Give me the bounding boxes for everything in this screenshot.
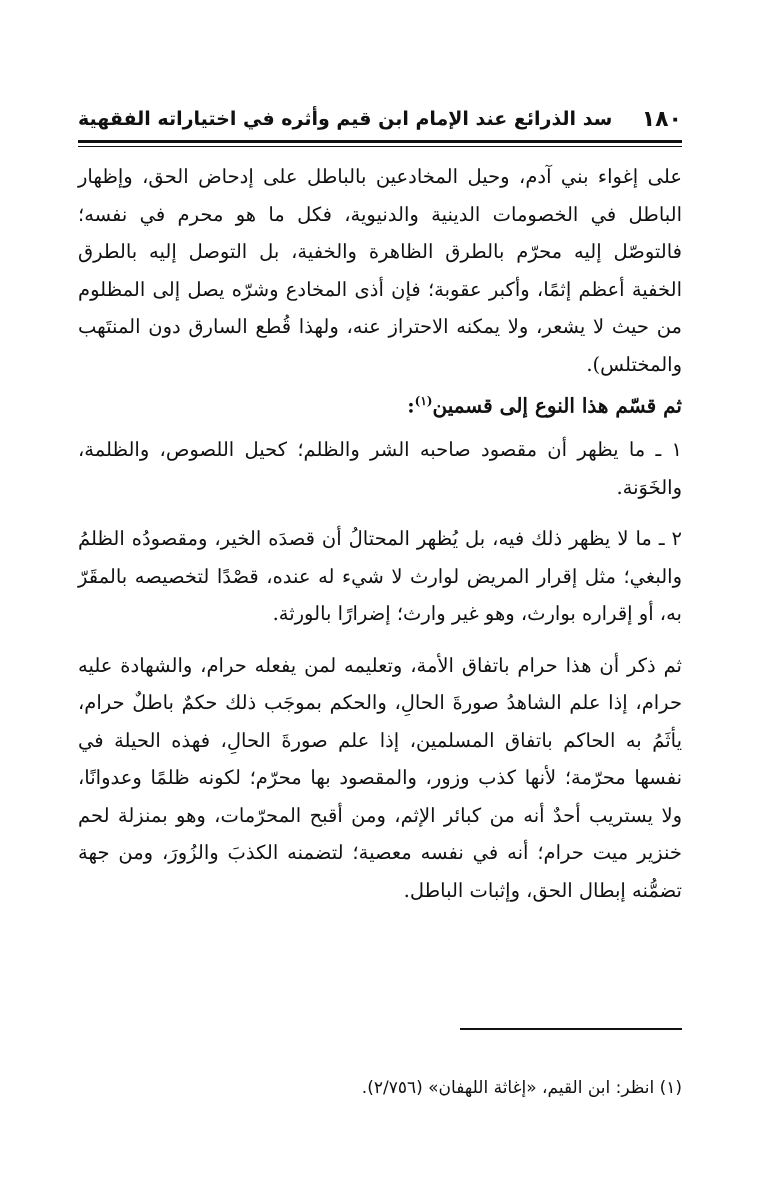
footnote: (١) انظر: ابن القيم، «إغاثة اللهفان» (٢/٧٥٦).	[361, 1078, 682, 1098]
paragraph-2: ثم ذكر أن هذا حرام باتفاق الأمة، وتعليمه لمن يفعله حرام، والشهادة عليه حرام، إذا علم الشاهدُ صورةَ الحالِ، والحكم بموجَب ذلك حكمٌ باطلٌ حرام، يأثَمُ به الحاكم باتفاق المسلمين، إذا علم صورةَ الحالِ، فهذه الحيلة في نفسها محرّمة؛ لأنها كذب وزور، والمقصود بها محرّم؛ لكونه ظلمًا وعدوانًا، ولا يستريب أحدٌ أنه من كبائر الإثم، ومن أقبح المحرّمات، وهو بمنزلة لحم خنزير ميت حرام؛ أنه في نفسه معصية؛ لتضمنه الكذبَ والزُورَ، ومن جهة تضمُّنه إبطال الحق، وإثبات الباطل.	[78, 653, 682, 902]
footnote-separator	[460, 1028, 682, 1030]
header-rule-thick	[78, 140, 682, 143]
body-text	[78, 158, 682, 909]
heading-suffix: :	[407, 393, 415, 418]
heading-text: ثم قسّم هذا النوع إلى قسمين	[432, 393, 682, 418]
page-number: ١٨٠	[641, 106, 682, 132]
list-item-1: ١ ـ ما يظهر أن مقصود صاحبه الشر والظلم؛ كحيل اللصوص، والظلمة، والخَوَنة.	[78, 438, 682, 499]
list-item-2: ٢ ـ ما لا يظهر ذلك فيه، بل يُظهر المحتالُ أن قصدَه الخير، ومقصودُه الظلمُ والبغي؛ مثل إقرار المريض لوارث لا شيء له عنده، قصْدًا لتخصيصه بالمقَرّ به، أو إقراره بوارث، وهو غير وارث؛ إضرارًا بالورثة.	[78, 527, 682, 626]
paragraph-1: على إغواء بني آدم، وحيل المخادعين بالباطل على إدحاض الحق، وإظهار الباطل في الخصومات الدينية والدنيوية، فكل ما هو محرم في نفسه؛ فالتوصّل إليه محرّم بالطرق الظاهرة والخفية، بل التوصل إليه بالطرق الخفية أعظم إثمًا، وأكبر عقوبة؛ فإن أذى المخادع وشرّه يصل إلى المظلوم من حيث لا يشعر، ولا يمكنه الاحتراز عنه، ولهذا قُطع السارق دون المنتَهب والمختلس).	[78, 165, 682, 376]
header-rule-thin	[78, 146, 682, 147]
section-heading	[78, 383, 682, 425]
page-header	[78, 102, 682, 136]
footnote-marker: (١)	[414, 394, 433, 408]
running-title: سد الذرائع عند الإمام ابن قيم وأثره في اختياراته الفقهية	[78, 108, 613, 130]
